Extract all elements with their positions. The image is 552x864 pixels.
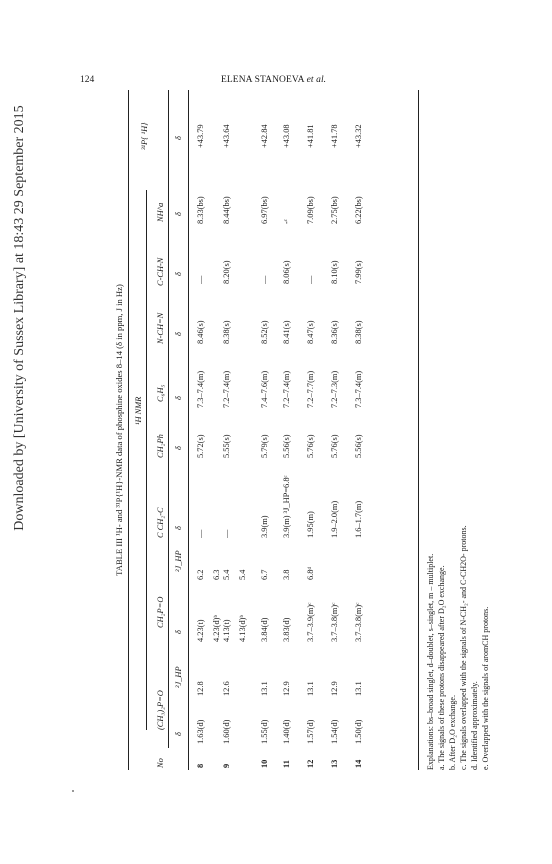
watermark-text: Downloaded by [University of Sussex Library] at 18:43 29 September 2015 <box>12 105 27 531</box>
table-cell: +43.64 <box>222 124 231 148</box>
table-cell: 5.72(s) <box>196 434 205 458</box>
page-number: 124 <box>80 75 95 85</box>
column-header: CH₂Ph <box>156 434 165 458</box>
footnote-line: d. Identified approximately. <box>470 681 479 770</box>
column-header: (CH₃)₂P=O <box>156 690 165 730</box>
table-cell: 8.46(s) <box>196 320 205 344</box>
table-cell: 7.09(bs) <box>306 196 315 224</box>
table-cell: 8.41(s) <box>282 320 291 344</box>
download-watermark <box>0 0 40 864</box>
table-cell: 1.60(d) <box>222 719 231 744</box>
subheader-rule <box>168 90 169 748</box>
table-cell: 8.44(bs) <box>222 196 231 224</box>
table-cell: 1.54(d) <box>330 719 339 744</box>
table-cell: 1.9–2.0(m) <box>330 500 339 538</box>
column-subheader: δ <box>174 526 183 530</box>
table-cell: 3.83(d) <box>282 617 291 642</box>
table-cell: 5.4 <box>222 569 231 580</box>
table-cell: 5.76(s) <box>306 434 315 458</box>
table-cell: 1.57(d) <box>306 719 315 744</box>
table-cell: 6.22(bs) <box>354 196 363 224</box>
table-cell: +42.84 <box>260 124 269 148</box>
table-cell: 7.3–7.4(m) <box>196 370 205 408</box>
rotated-table <box>110 90 490 770</box>
table-cell: 1.95(m) <box>306 511 315 538</box>
table-cell: 3.8 <box>282 569 291 580</box>
table-cell: 1.6–1.7(m) <box>354 500 363 538</box>
column-header: ³¹P{ ¹H} <box>140 122 149 150</box>
table-cell: 7.2–7.4(m) <box>282 370 291 408</box>
column-header: No <box>156 758 165 768</box>
table-cell: 12.6 <box>222 681 231 696</box>
column-subheader: ²J_HP <box>174 666 183 688</box>
column-subheader: δ <box>174 212 183 216</box>
table-footnotes <box>425 90 491 770</box>
table-cell: 12.9 <box>330 681 339 696</box>
column-header: NH^a <box>156 202 165 222</box>
table-cell: 5.55(s) <box>222 434 231 458</box>
column-header: N-CH=N <box>156 312 165 344</box>
table-cell: 12.9 <box>282 681 291 696</box>
table-cell: 8.38(s) <box>222 320 231 344</box>
column-subheader: δ <box>174 446 183 450</box>
table-cell: 8.20(s) <box>222 260 231 284</box>
column-subheader: δ <box>174 630 183 634</box>
table-cell: 6.8ᵈ <box>306 566 315 580</box>
table-cell: 5.76(s) <box>330 434 339 458</box>
table-cell: 1.40(d) <box>282 719 291 744</box>
table-cell: +43.32 <box>354 124 363 148</box>
table-cell: 8.38(s) <box>354 320 363 344</box>
table-cell: 3.9(m) <box>260 515 269 538</box>
table-cell: 5.79(s) <box>260 434 269 458</box>
table-cell: -ᶜ <box>282 219 291 224</box>
table-cell: 13 <box>330 759 339 768</box>
table-cell: 3.84(d) <box>260 617 269 642</box>
table-cell: — <box>196 529 205 538</box>
table-cell: 6.2 <box>196 569 205 580</box>
stray-mark <box>72 790 74 792</box>
column-subheader: δ <box>174 272 183 276</box>
table-cell: 13.1 <box>260 681 269 696</box>
table-cell: 8.10(s) <box>330 260 339 284</box>
table-cell: +43.79 <box>196 124 205 148</box>
footnote-line: b. After D₂O exchange. <box>448 695 457 770</box>
table-cell: 1.50(d) <box>354 719 363 744</box>
table-bottom-rule <box>418 90 419 770</box>
table-cell: 3.7–3.8(m)ᶜ <box>354 602 363 642</box>
table-cell: 14 <box>354 759 363 768</box>
table-cell: 6.3 <box>212 569 221 580</box>
table-cell: 5.4 <box>238 569 247 580</box>
table-cell: — <box>260 275 269 284</box>
table-cell: — <box>306 275 315 284</box>
table-cell: 13.1 <box>306 681 315 696</box>
table-top-rule <box>128 90 129 770</box>
table-cell: 6.7 <box>260 569 269 580</box>
footnote-line: a. The signals of these protons disappeared after D₂O exchange. <box>437 565 446 770</box>
table-cell: 1.63(d) <box>196 719 205 744</box>
footnote-line: c. The signals overlapped with the signals of N-CH₂- and C-CH2O- protons. <box>459 525 468 770</box>
column-header: C CH₂-C <box>156 507 165 538</box>
table-cell: +41.81 <box>306 124 315 148</box>
table-cell: 13.1 <box>354 681 363 696</box>
running-head-author: ELENA STANOEVA <box>221 75 305 85</box>
column-subheader: ²J_HP <box>174 550 183 572</box>
table-cell: 5.56(s) <box>354 434 363 458</box>
header-group-rule <box>146 190 147 730</box>
column-subheader: δ <box>174 732 183 736</box>
table-cell: 9 <box>222 763 231 768</box>
table-cell: +41.78 <box>330 124 339 148</box>
table-cell: — <box>196 275 205 284</box>
table-cell: 11 <box>282 760 291 768</box>
running-head-etal: et al. <box>306 75 327 85</box>
column-header: C₆H₅ <box>156 384 165 402</box>
header-bottom-rule <box>188 90 189 770</box>
header-group-label: ¹H NMR <box>134 396 143 425</box>
column-header: C-CH-N <box>156 257 165 286</box>
column-header: CH₂P=O <box>156 596 165 628</box>
table-cell: 7.2–7.4(m) <box>222 370 231 408</box>
table-cell: 8.36(s) <box>330 320 339 344</box>
table-cell: +43.08 <box>282 124 291 148</box>
table-title: TABLE III ¹H- and ³¹P{¹H}-NMR data of phosphine oxides 8–14 (δ in ppm, J in Hz) <box>114 284 124 576</box>
table-cell: 3.9(m) ³J_HP=6.8ᶜ <box>282 475 291 538</box>
table-cell: 4.13(t) <box>222 619 231 642</box>
table-cell: 8.33(bs) <box>196 196 205 224</box>
table-cell: 5.56(s) <box>282 434 291 458</box>
table-cell: 3.7–3.9(m)ᶜ <box>306 602 315 642</box>
footnote-line: Explanations: bs–broad singlet, d–doublet, s–singlet, m – multiplet. <box>426 553 435 770</box>
table-cell: 8.06(s) <box>282 260 291 284</box>
table-cell: 7.2–7.7(m) <box>306 370 315 408</box>
table-cell: 4.13(d)ᵇ <box>238 614 247 642</box>
table-cell: 7.99(s) <box>354 260 363 284</box>
table-cell: 1.55(d) <box>260 719 269 744</box>
running-head <box>221 75 326 85</box>
table-cell: 4.23(t) <box>196 619 205 642</box>
table-cell: 6.97(bs) <box>260 196 269 224</box>
footnote-line: e. Overlapped with the signals of aromCH protons. <box>481 606 490 770</box>
table-cell: 8 <box>196 763 205 768</box>
table-cell: 7.4–7.6(m) <box>260 370 269 408</box>
table-cell: 2.75(bs) <box>330 196 339 224</box>
table-cell: 8.47(s) <box>306 320 315 344</box>
column-subheader: δ <box>174 396 183 400</box>
table-cell: — <box>222 529 231 538</box>
table-cell: 12.8 <box>196 681 205 696</box>
table-cell: 12 <box>306 759 315 768</box>
column-subheader: δ <box>174 332 183 336</box>
table-cell: 10 <box>260 759 269 768</box>
column-subheader: δ <box>174 136 183 140</box>
table-cell: 7.3–7.4(m) <box>354 370 363 408</box>
table-cell: 3.7–3.8(m)ᶜ <box>330 602 339 642</box>
table-cell: 4.23(d)ᵇ <box>212 614 221 642</box>
table-cell: 8.52(s) <box>260 320 269 344</box>
table-cell: 7.2–7.3(m) <box>330 370 339 408</box>
